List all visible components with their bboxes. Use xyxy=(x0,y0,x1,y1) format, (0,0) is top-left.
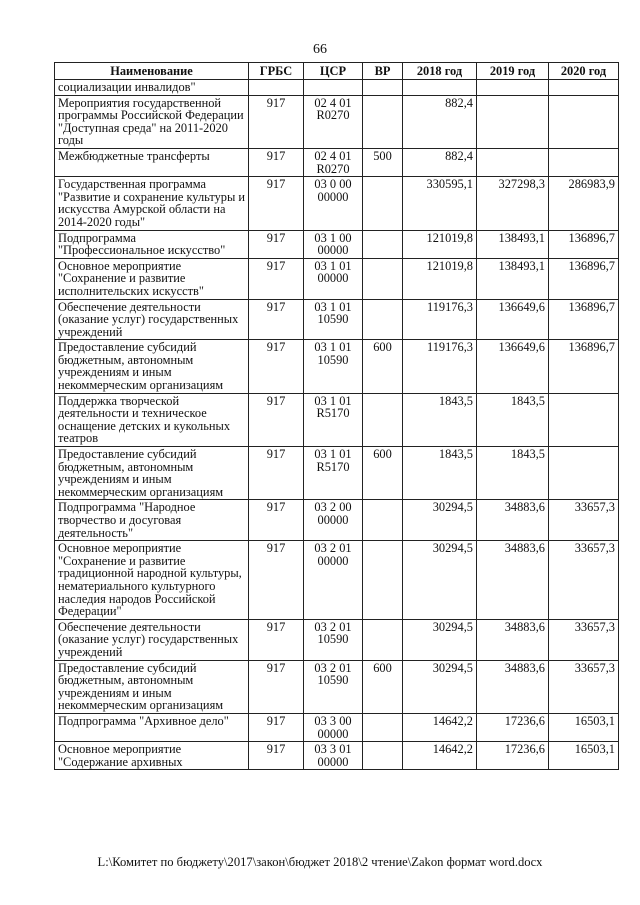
row-2019-cell: 138493,1 xyxy=(477,258,549,299)
row-2020-cell: 286983,9 xyxy=(549,177,619,230)
row-csr-cell: 03 1 00 00000 xyxy=(304,230,363,258)
row-vr-cell xyxy=(363,80,403,96)
row-2019-cell: 136649,6 xyxy=(477,299,549,340)
row-2018-cell: 119176,3 xyxy=(403,299,477,340)
row-2018-cell: 14642,2 xyxy=(403,713,477,741)
row-grbs-cell: 917 xyxy=(249,95,304,148)
row-csr-cell: 03 1 01 10590 xyxy=(304,299,363,340)
table-row xyxy=(55,713,619,741)
table-row xyxy=(55,742,619,770)
row-name-cell: Межбюджетные трансферты xyxy=(55,148,249,176)
row-2019-cell: 138493,1 xyxy=(477,230,549,258)
row-name-cell: социализации инвалидов" xyxy=(55,80,249,96)
table-row xyxy=(55,619,619,660)
row-csr-cell xyxy=(304,80,363,96)
row-vr-cell xyxy=(363,299,403,340)
row-name-cell: Предоставление субсидий бюджетным, автономным учреждениям и иным некоммерческим организациям xyxy=(55,660,249,713)
row-name-cell: Обеспечение деятельности (оказание услуг) государственных учреждений xyxy=(55,619,249,660)
row-name-cell: Мероприятия государственной программы Российской Федерации "Доступная среда" на 2011-2020 годы xyxy=(55,95,249,148)
header-csr: ЦСР xyxy=(304,63,363,80)
row-grbs-cell: 917 xyxy=(249,713,304,741)
header-grbs: ГРБС xyxy=(249,63,304,80)
row-2018-cell: 121019,8 xyxy=(403,258,477,299)
row-2019-cell xyxy=(477,80,549,96)
row-csr-cell: 02 4 01 R0270 xyxy=(304,95,363,148)
table-row xyxy=(55,258,619,299)
row-grbs-cell: 917 xyxy=(249,541,304,620)
row-2020-cell: 136896,7 xyxy=(549,299,619,340)
row-2020-cell: 136896,7 xyxy=(549,230,619,258)
row-grbs-cell: 917 xyxy=(249,230,304,258)
row-vr-cell xyxy=(363,177,403,230)
row-name-cell: Подпрограмма "Профессиональное искусство" xyxy=(55,230,249,258)
table-row xyxy=(55,393,619,446)
row-2018-cell: 30294,5 xyxy=(403,619,477,660)
row-2018-cell: 330595,1 xyxy=(403,177,477,230)
table-body xyxy=(55,80,619,770)
row-name-cell: Основное мероприятие "Сохранение и развитие исполнительских искусств" xyxy=(55,258,249,299)
row-2018-cell: 882,4 xyxy=(403,95,477,148)
row-grbs-cell: 917 xyxy=(249,258,304,299)
row-name-cell: Основное мероприятие "Сохранение и развитие традиционной народной культуры, нематериального культурного наследия народов Российской Федерации" xyxy=(55,541,249,620)
row-csr-cell: 03 1 01 00000 xyxy=(304,258,363,299)
row-2020-cell: 33657,3 xyxy=(549,541,619,620)
row-2018-cell: 14642,2 xyxy=(403,742,477,770)
row-2019-cell xyxy=(477,95,549,148)
row-2020-cell: 33657,3 xyxy=(549,619,619,660)
row-2020-cell: 33657,3 xyxy=(549,660,619,713)
row-grbs-cell: 917 xyxy=(249,660,304,713)
row-2018-cell: 882,4 xyxy=(403,148,477,176)
row-vr-cell xyxy=(363,713,403,741)
row-grbs-cell xyxy=(249,80,304,96)
row-csr-cell: 03 3 01 00000 xyxy=(304,742,363,770)
row-name-cell: Предоставление субсидий бюджетным, автономным учреждениям и иным некоммерческим организациям xyxy=(55,447,249,500)
row-name-cell: Государственная программа "Развитие и сохранение культуры и искусства Амурской области на 2014-2020 годы" xyxy=(55,177,249,230)
row-csr-cell: 03 3 00 00000 xyxy=(304,713,363,741)
row-vr-cell: 600 xyxy=(363,447,403,500)
row-vr-cell: 500 xyxy=(363,148,403,176)
row-2019-cell: 34883,6 xyxy=(477,660,549,713)
row-2018-cell: 30294,5 xyxy=(403,541,477,620)
row-name-cell: Поддержка творческой деятельности и техническое оснащение детских и кукольных театров xyxy=(55,393,249,446)
row-grbs-cell: 917 xyxy=(249,447,304,500)
row-2018-cell: 30294,5 xyxy=(403,500,477,541)
table-row xyxy=(55,177,619,230)
row-name-cell: Обеспечение деятельности (оказание услуг) государственных учреждений xyxy=(55,299,249,340)
table-row xyxy=(55,148,619,176)
row-csr-cell: 03 2 01 10590 xyxy=(304,660,363,713)
row-grbs-cell: 917 xyxy=(249,742,304,770)
header-2020: 2020 год xyxy=(549,63,619,80)
row-vr-cell xyxy=(363,95,403,148)
table-header-row xyxy=(55,63,619,80)
row-csr-cell: 03 0 00 00000 xyxy=(304,177,363,230)
row-2020-cell: 136896,7 xyxy=(549,340,619,393)
row-2018-cell: 1843,5 xyxy=(403,447,477,500)
row-grbs-cell: 917 xyxy=(249,500,304,541)
row-csr-cell: 03 1 01 10590 xyxy=(304,340,363,393)
budget-table xyxy=(54,62,619,770)
row-vr-cell xyxy=(363,393,403,446)
row-2019-cell: 34883,6 xyxy=(477,500,549,541)
row-2019-cell: 34883,6 xyxy=(477,541,549,620)
row-2020-cell xyxy=(549,447,619,500)
row-grbs-cell: 917 xyxy=(249,619,304,660)
row-2020-cell: 136896,7 xyxy=(549,258,619,299)
row-grbs-cell: 917 xyxy=(249,177,304,230)
row-2018-cell xyxy=(403,80,477,96)
table-row xyxy=(55,299,619,340)
row-name-cell: Подпрограмма "Архивное дело" xyxy=(55,713,249,741)
row-2019-cell: 17236,6 xyxy=(477,713,549,741)
row-2019-cell: 34883,6 xyxy=(477,619,549,660)
table-row xyxy=(55,95,619,148)
row-name-cell: Подпрограмма "Народное творчество и досуговая деятельность" xyxy=(55,500,249,541)
page-number: 66 xyxy=(313,42,327,57)
row-csr-cell: 03 1 01 R5170 xyxy=(304,393,363,446)
row-2019-cell: 136649,6 xyxy=(477,340,549,393)
table-row xyxy=(55,500,619,541)
row-2020-cell xyxy=(549,80,619,96)
row-vr-cell xyxy=(363,500,403,541)
row-name-cell: Предоставление субсидий бюджетным, автономным учреждениям и иным некоммерческим организациям xyxy=(55,340,249,393)
row-2020-cell: 16503,1 xyxy=(549,713,619,741)
table-row xyxy=(55,80,619,96)
row-grbs-cell: 917 xyxy=(249,340,304,393)
table-row xyxy=(55,447,619,500)
header-name: Наименование xyxy=(55,63,249,80)
row-2020-cell xyxy=(549,148,619,176)
row-2020-cell: 16503,1 xyxy=(549,742,619,770)
header-2018: 2018 год xyxy=(403,63,477,80)
row-vr-cell: 600 xyxy=(363,340,403,393)
header-2019: 2019 год xyxy=(477,63,549,80)
row-csr-cell: 03 2 01 10590 xyxy=(304,619,363,660)
row-2020-cell: 33657,3 xyxy=(549,500,619,541)
row-2020-cell xyxy=(549,393,619,446)
row-2019-cell: 17236,6 xyxy=(477,742,549,770)
row-grbs-cell: 917 xyxy=(249,299,304,340)
table-row xyxy=(55,340,619,393)
row-2019-cell: 327298,3 xyxy=(477,177,549,230)
row-vr-cell xyxy=(363,742,403,770)
row-grbs-cell: 917 xyxy=(249,393,304,446)
row-name-cell: Основное мероприятие "Содержание архивных xyxy=(55,742,249,770)
row-2019-cell xyxy=(477,148,549,176)
row-2018-cell: 121019,8 xyxy=(403,230,477,258)
row-2020-cell xyxy=(549,95,619,148)
row-csr-cell: 03 2 01 00000 xyxy=(304,541,363,620)
row-vr-cell xyxy=(363,230,403,258)
row-2019-cell: 1843,5 xyxy=(477,447,549,500)
row-2018-cell: 119176,3 xyxy=(403,340,477,393)
row-2018-cell: 30294,5 xyxy=(403,660,477,713)
row-vr-cell xyxy=(363,258,403,299)
row-vr-cell xyxy=(363,619,403,660)
table-row xyxy=(55,660,619,713)
header-vr: ВР xyxy=(363,63,403,80)
row-csr-cell: 02 4 01 R0270 xyxy=(304,148,363,176)
table-row xyxy=(55,541,619,620)
row-2018-cell: 1843,5 xyxy=(403,393,477,446)
row-grbs-cell: 917 xyxy=(249,148,304,176)
row-vr-cell xyxy=(363,541,403,620)
table-row xyxy=(55,230,619,258)
row-csr-cell: 03 1 01 R5170 xyxy=(304,447,363,500)
row-vr-cell: 600 xyxy=(363,660,403,713)
footer-file-path: L:\Комитет по бюджету\2017\закон\бюджет 2018\2 чтение\Zakon формат word.docx xyxy=(97,855,543,869)
row-2019-cell: 1843,5 xyxy=(477,393,549,446)
row-csr-cell: 03 2 00 00000 xyxy=(304,500,363,541)
